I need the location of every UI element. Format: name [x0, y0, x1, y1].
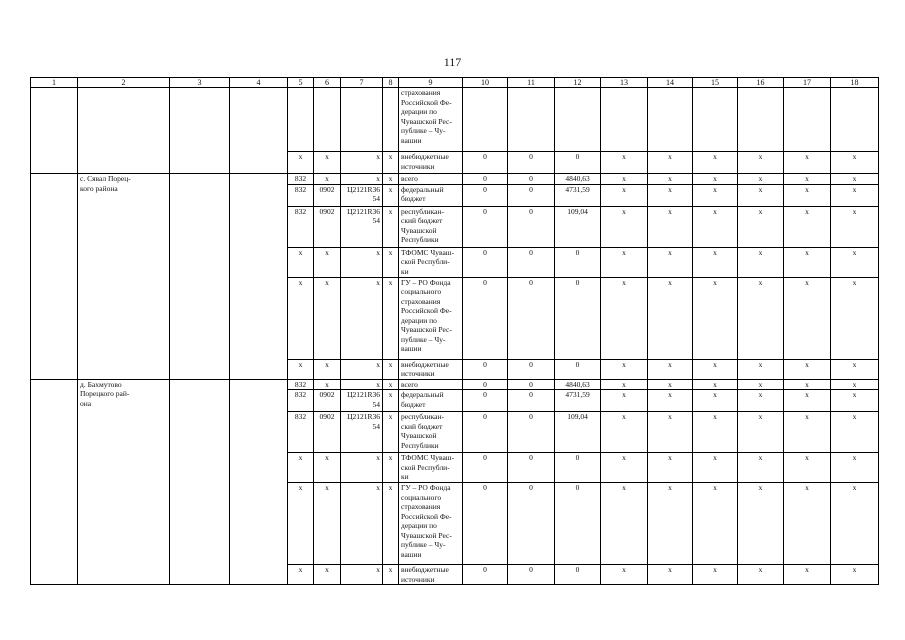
- table-row: [31, 379, 879, 390]
- value-col-18: x: [831, 359, 879, 379]
- value-col-10: 0: [463, 483, 508, 565]
- value-col-17: x: [784, 412, 831, 453]
- value-col-18: x: [831, 277, 879, 359]
- column-number: 8: [383, 78, 399, 88]
- settlement-name: д. Бахмутово Порецкого рай- она: [78, 379, 170, 585]
- value-col-15: x: [693, 483, 738, 565]
- value-col-11: 0: [508, 277, 555, 359]
- value-col-12: 109,04: [555, 206, 601, 247]
- value-col-17: x: [784, 483, 831, 565]
- value-col-14: x: [648, 152, 693, 174]
- funding-source: федеральный бюджет: [399, 390, 463, 412]
- row-index-cell: [31, 379, 78, 585]
- grbs-code: 832: [288, 412, 314, 453]
- value-col-15: x: [693, 412, 738, 453]
- value-col-18: x: [831, 412, 879, 453]
- value-col-14: x: [648, 379, 693, 390]
- funding-source: внебюджетные источники: [399, 565, 463, 585]
- section-code: x: [314, 453, 341, 483]
- value-col-17: x: [784, 453, 831, 483]
- value-col-15: x: [693, 379, 738, 390]
- value-col-18: x: [831, 483, 879, 565]
- value-col-15: x: [693, 247, 738, 277]
- column-number: 18: [831, 78, 879, 88]
- value-col-16: x: [738, 453, 784, 483]
- target-article: x: [341, 483, 383, 565]
- value-col-11: 0: [508, 152, 555, 174]
- grbs-code: 832: [288, 379, 314, 390]
- section-code: x: [314, 152, 341, 174]
- value-col-10: 0: [463, 174, 508, 185]
- value-col-10: [463, 88, 508, 152]
- value-col-12: 4840,63: [555, 174, 601, 185]
- value-col-14: x: [648, 184, 693, 206]
- value-col-13: x: [601, 206, 648, 247]
- value-col-12: 0: [555, 247, 601, 277]
- section-code: x: [314, 277, 341, 359]
- responsible-cell: [170, 379, 230, 585]
- value-col-18: x: [831, 453, 879, 483]
- value-col-16: x: [738, 390, 784, 412]
- column-number: 14: [648, 78, 693, 88]
- target-article: Ц2121R36 54: [341, 206, 383, 247]
- section-code: 0902: [314, 184, 341, 206]
- column-number: 11: [508, 78, 555, 88]
- value-col-17: x: [784, 390, 831, 412]
- value-col-11: 0: [508, 412, 555, 453]
- column-number: 16: [738, 78, 784, 88]
- value-col-14: x: [648, 483, 693, 565]
- value-col-16: x: [738, 247, 784, 277]
- value-col-17: x: [784, 379, 831, 390]
- value-col-11: 0: [508, 379, 555, 390]
- funding-source: всего: [399, 379, 463, 390]
- value-col-11: 0: [508, 184, 555, 206]
- value-col-16: x: [738, 359, 784, 379]
- value-col-10: 0: [463, 359, 508, 379]
- responsible-cell: [170, 88, 230, 174]
- value-col-13: x: [601, 174, 648, 185]
- grbs-code: 832: [288, 184, 314, 206]
- section-code: x: [314, 379, 341, 390]
- value-col-17: x: [784, 565, 831, 585]
- value-col-18: x: [831, 152, 879, 174]
- value-col-13: x: [601, 565, 648, 585]
- value-col-10: 0: [463, 247, 508, 277]
- value-col-11: 0: [508, 359, 555, 379]
- value-col-18: [831, 88, 879, 152]
- section-code: [314, 88, 341, 152]
- value-col-13: x: [601, 390, 648, 412]
- value-col-12: 0: [555, 152, 601, 174]
- value-col-12: 0: [555, 453, 601, 483]
- grbs-code: x: [288, 483, 314, 565]
- row-index-cell: [31, 88, 78, 174]
- value-col-16: x: [738, 565, 784, 585]
- page-number: 117: [443, 55, 462, 69]
- value-col-15: x: [693, 390, 738, 412]
- grbs-code: [288, 88, 314, 152]
- value-col-16: x: [738, 483, 784, 565]
- value-col-17: x: [784, 184, 831, 206]
- expense-type: x: [383, 379, 399, 390]
- value-col-13: x: [601, 412, 648, 453]
- value-col-18: x: [831, 390, 879, 412]
- value-col-18: x: [831, 206, 879, 247]
- value-col-11: 0: [508, 174, 555, 185]
- value-col-13: [601, 88, 648, 152]
- value-col-10: 0: [463, 412, 508, 453]
- value-col-16: x: [738, 152, 784, 174]
- funding-source: ТФОМС Чуваш- ской Республи- ки: [399, 453, 463, 483]
- target-article: x: [341, 152, 383, 174]
- expense-type: x: [383, 412, 399, 453]
- value-col-12: 109,04: [555, 412, 601, 453]
- column-number-row: [31, 78, 879, 88]
- target-article: x: [341, 453, 383, 483]
- expense-type: x: [383, 247, 399, 277]
- target-article: Ц2121R36 54: [341, 390, 383, 412]
- value-col-11: 0: [508, 247, 555, 277]
- value-col-15: x: [693, 565, 738, 585]
- value-col-12: 0: [555, 277, 601, 359]
- value-col-13: x: [601, 152, 648, 174]
- grbs-code: 832: [288, 390, 314, 412]
- executor-cell: [230, 174, 288, 380]
- column-number: 10: [463, 78, 508, 88]
- expense-type: x: [383, 152, 399, 174]
- budget-table: [30, 77, 879, 585]
- column-number: 4: [230, 78, 288, 88]
- column-number: 5: [288, 78, 314, 88]
- value-col-12: [555, 88, 601, 152]
- expense-type: x: [383, 184, 399, 206]
- value-col-17: x: [784, 359, 831, 379]
- value-col-11: 0: [508, 483, 555, 565]
- value-col-10: 0: [463, 206, 508, 247]
- value-col-15: [693, 88, 738, 152]
- target-article: Ц2121R36 54: [341, 412, 383, 453]
- value-col-13: x: [601, 359, 648, 379]
- value-col-16: x: [738, 184, 784, 206]
- value-col-17: x: [784, 247, 831, 277]
- value-col-14: x: [648, 247, 693, 277]
- funding-source: внебюджетные источники: [399, 152, 463, 174]
- expense-type: x: [383, 174, 399, 185]
- section-code: 0902: [314, 206, 341, 247]
- value-col-15: x: [693, 184, 738, 206]
- executor-cell: [230, 379, 288, 585]
- executor-cell: [230, 88, 288, 174]
- value-col-17: x: [784, 174, 831, 185]
- target-article: [341, 88, 383, 152]
- value-col-10: 0: [463, 277, 508, 359]
- settlement-name: с. Сявал Порец- кого района: [78, 174, 170, 380]
- value-col-17: [784, 88, 831, 152]
- table-row: [31, 88, 879, 152]
- column-number: 12: [555, 78, 601, 88]
- column-number: 13: [601, 78, 648, 88]
- section-code: 0902: [314, 390, 341, 412]
- value-col-16: x: [738, 412, 784, 453]
- value-col-15: x: [693, 174, 738, 185]
- value-col-15: x: [693, 277, 738, 359]
- column-number: 17: [784, 78, 831, 88]
- value-col-18: x: [831, 184, 879, 206]
- value-col-14: x: [648, 206, 693, 247]
- value-col-13: x: [601, 247, 648, 277]
- column-number: 9: [399, 78, 463, 88]
- expense-type: x: [383, 453, 399, 483]
- column-number: 15: [693, 78, 738, 88]
- expense-type: [383, 88, 399, 152]
- value-col-15: x: [693, 359, 738, 379]
- grbs-code: x: [288, 277, 314, 359]
- value-col-11: 0: [508, 390, 555, 412]
- value-col-16: x: [738, 379, 784, 390]
- section-code: x: [314, 359, 341, 379]
- value-col-14: [648, 88, 693, 152]
- value-col-14: x: [648, 453, 693, 483]
- funding-source: всего: [399, 174, 463, 185]
- grbs-code: 832: [288, 206, 314, 247]
- expense-type: x: [383, 277, 399, 359]
- settlement-name: [78, 88, 170, 174]
- value-col-10: 0: [463, 184, 508, 206]
- grbs-code: x: [288, 453, 314, 483]
- value-col-15: x: [693, 206, 738, 247]
- value-col-14: x: [648, 359, 693, 379]
- funding-source: страхования Российской Фе- дерации по Чувашской Рес- публике – Чу- вашии: [399, 88, 463, 152]
- grbs-code: 832: [288, 174, 314, 185]
- value-col-13: x: [601, 277, 648, 359]
- column-number: 3: [170, 78, 230, 88]
- value-col-10: 0: [463, 152, 508, 174]
- value-col-18: x: [831, 174, 879, 185]
- value-col-13: x: [601, 379, 648, 390]
- section-code: x: [314, 565, 341, 585]
- expense-type: x: [383, 359, 399, 379]
- value-col-15: x: [693, 453, 738, 483]
- value-col-10: 0: [463, 390, 508, 412]
- value-col-11: 0: [508, 206, 555, 247]
- column-number: 7: [341, 78, 383, 88]
- value-col-11: 0: [508, 453, 555, 483]
- value-col-14: x: [648, 277, 693, 359]
- target-article: x: [341, 247, 383, 277]
- expense-type: x: [383, 483, 399, 565]
- grbs-code: x: [288, 565, 314, 585]
- funding-source: ГУ – РО Фонда социального страхования Российской Фе- дерации по Чувашской Рес- публике – Чу- вашии: [399, 483, 463, 565]
- column-number: 2: [78, 78, 170, 88]
- value-col-16: x: [738, 174, 784, 185]
- section-code: x: [314, 174, 341, 185]
- value-col-18: x: [831, 247, 879, 277]
- grbs-code: x: [288, 247, 314, 277]
- expense-type: x: [383, 390, 399, 412]
- value-col-11: [508, 88, 555, 152]
- value-col-14: x: [648, 565, 693, 585]
- table-row: [31, 174, 879, 185]
- value-col-18: x: [831, 565, 879, 585]
- target-article: Ц2121R36 54: [341, 184, 383, 206]
- value-col-12: 4840,63: [555, 379, 601, 390]
- value-col-14: x: [648, 174, 693, 185]
- funding-source: ГУ – РО Фонда социального страхования Российской Фе- дерации по Чувашской Рес- публике – Чу- вашии: [399, 277, 463, 359]
- section-code: x: [314, 483, 341, 565]
- row-index-cell: [31, 174, 78, 380]
- target-article: x: [341, 277, 383, 359]
- section-code: x: [314, 247, 341, 277]
- value-col-18: x: [831, 379, 879, 390]
- value-col-13: x: [601, 453, 648, 483]
- grbs-code: x: [288, 152, 314, 174]
- section-code: 0902: [314, 412, 341, 453]
- value-col-10: 0: [463, 379, 508, 390]
- value-col-12: 0: [555, 359, 601, 379]
- target-article: x: [341, 174, 383, 185]
- value-col-16: x: [738, 206, 784, 247]
- value-col-12: 0: [555, 565, 601, 585]
- value-col-12: 4731,59: [555, 390, 601, 412]
- value-col-16: x: [738, 277, 784, 359]
- value-col-17: x: [784, 152, 831, 174]
- value-col-10: 0: [463, 565, 508, 585]
- target-article: x: [341, 359, 383, 379]
- funding-source: внебюджетные источники: [399, 359, 463, 379]
- expense-type: x: [383, 206, 399, 247]
- value-col-14: x: [648, 390, 693, 412]
- value-col-16: [738, 88, 784, 152]
- funding-source: федеральный бюджет: [399, 184, 463, 206]
- funding-source: ТФОМС Чуваш- ской Республи- ки: [399, 247, 463, 277]
- column-number: 6: [314, 78, 341, 88]
- value-col-10: 0: [463, 453, 508, 483]
- funding-source: республикан- ский бюджет Чувашской Республики: [399, 412, 463, 453]
- funding-source: республикан- ский бюджет Чувашской Республики: [399, 206, 463, 247]
- value-col-14: x: [648, 412, 693, 453]
- value-col-12: 4731,59: [555, 184, 601, 206]
- responsible-cell: [170, 174, 230, 380]
- expense-type: x: [383, 565, 399, 585]
- value-col-15: x: [693, 152, 738, 174]
- grbs-code: x: [288, 359, 314, 379]
- value-col-17: x: [784, 277, 831, 359]
- value-col-11: 0: [508, 565, 555, 585]
- target-article: x: [341, 565, 383, 585]
- column-number: 1: [31, 78, 78, 88]
- target-article: x: [341, 379, 383, 390]
- value-col-13: x: [601, 184, 648, 206]
- value-col-13: x: [601, 483, 648, 565]
- value-col-12: 0: [555, 483, 601, 565]
- value-col-17: x: [784, 206, 831, 247]
